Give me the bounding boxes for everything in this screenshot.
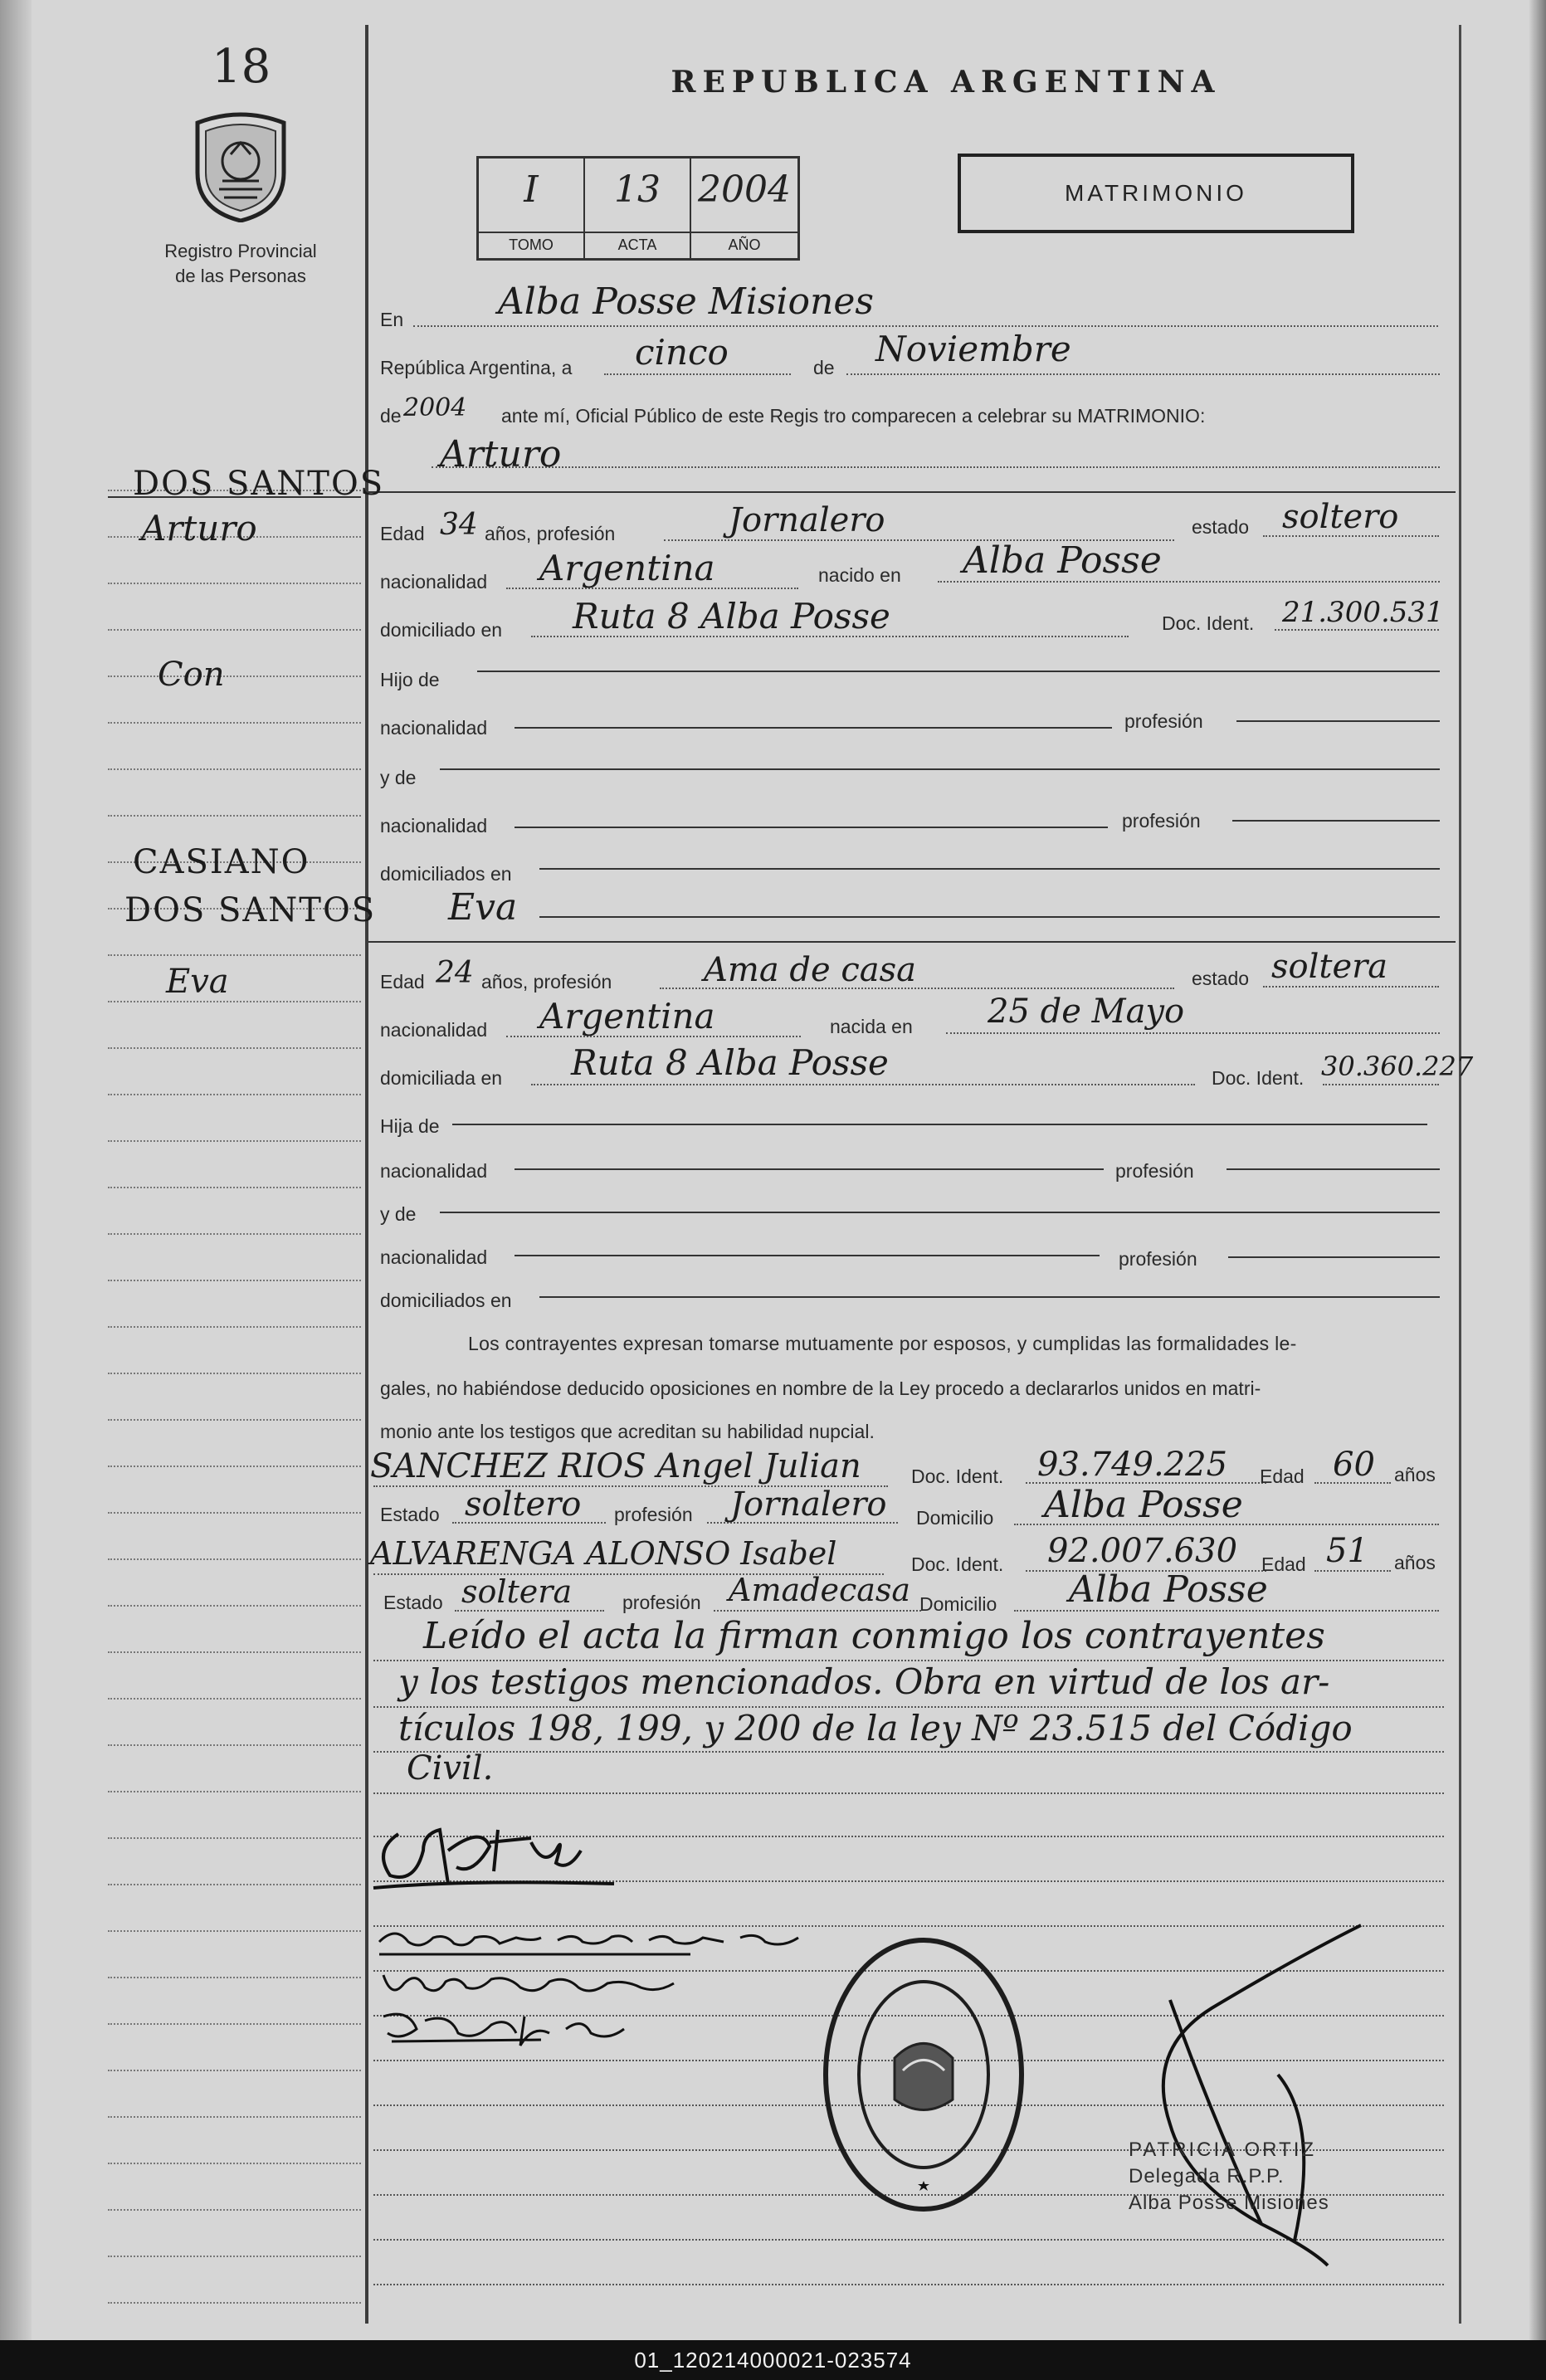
- bride-edad: 24: [436, 956, 474, 990]
- registry-name: [141, 239, 340, 289]
- acta-label: ACTA: [585, 232, 690, 254]
- acta-value: 13: [614, 168, 661, 211]
- official-block: [1129, 2137, 1329, 2217]
- month-line: [846, 373, 1440, 375]
- witness1-doc: 93.749.225: [1037, 1446, 1228, 1484]
- bride-nacionalidad: Argentina: [539, 996, 715, 1036]
- margin-ruled-line: [108, 1558, 361, 1560]
- ano-cell: [691, 159, 797, 258]
- margin-ruled-line: [108, 2070, 361, 2071]
- contrayente-signature-1: [365, 1801, 631, 1900]
- witness1-profesion: Jornalero: [730, 1485, 887, 1524]
- de-label: de: [813, 357, 835, 378]
- witness2-profesion-line: [714, 1610, 921, 1612]
- groom-nacionalidad-label: nacionalidad: [380, 571, 488, 593]
- scan-footer: 01_120214000021-023574: [0, 2340, 1546, 2380]
- witness1-estado: soltero: [465, 1485, 582, 1524]
- witness2-edad-line: [1314, 1570, 1391, 1572]
- record-reference-box: [476, 156, 800, 261]
- registry-line-2: de las Personas: [175, 266, 306, 286]
- witness1-signature: [375, 2000, 657, 2058]
- margin-ruled-line: [108, 1884, 361, 1885]
- republica-label: República Argentina, a: [380, 357, 573, 378]
- year-value: 2004: [403, 393, 467, 422]
- groom-nac1-label: nacionalidad: [380, 717, 488, 739]
- margin-ruled-line: [108, 1791, 361, 1792]
- margin-bride-name: Eva: [166, 963, 229, 1001]
- margin-ruled-line: [108, 1187, 361, 1188]
- place-line: [413, 325, 1438, 327]
- day-value: cinco: [635, 332, 729, 373]
- margin-connector: Con: [158, 656, 225, 694]
- month-value: Noviembre: [875, 329, 1071, 369]
- witness2-estado-line: [455, 1610, 604, 1612]
- bride-profesion-label: años, profesión: [481, 971, 612, 992]
- page-edge: [1529, 0, 1546, 2340]
- bride-hija-line: [452, 1124, 1427, 1125]
- bride-domiciliados-label: domiciliados en: [380, 1290, 512, 1311]
- en-label: En: [380, 309, 404, 330]
- margin-ruled-line: [108, 1280, 361, 1281]
- margin-ruled-line: [108, 1744, 361, 1746]
- declaration-line-1: Los contrayentes expresan tomarse mutuamente por esposos, y cumplidas las formalidades le-: [468, 1333, 1297, 1354]
- right-rule: [1459, 25, 1461, 2324]
- country-title: REPUBLICA ARGENTINA: [671, 65, 1222, 100]
- record-type-box: MATRIMONIO: [958, 154, 1354, 233]
- margin-ruled-line: [108, 815, 361, 817]
- bride-nacida: 25 de Mayo: [988, 992, 1185, 1031]
- groom-nacido-label: nacido en: [818, 564, 901, 586]
- margin-ruled-line: [108, 1977, 361, 1978]
- book-binding: [0, 0, 32, 2340]
- bride-doc-line: [1323, 1084, 1439, 1085]
- groom-hijo-line: [477, 671, 1440, 672]
- closing-line-4: Civil.: [407, 1749, 494, 1787]
- groom-name: Arturo: [440, 433, 562, 476]
- margin-ruled-line: [108, 1326, 361, 1328]
- witness1-anos-label: años: [1394, 1464, 1436, 1485]
- closing-rule-4: [373, 1792, 1444, 1794]
- margin-groom-underline: [108, 496, 361, 498]
- groom-doc-line: [1275, 629, 1439, 631]
- groom-yde-line: [440, 768, 1440, 770]
- declaration-line-3: monio ante los testigos que acreditan su habilidad nupcial.: [380, 1421, 875, 1442]
- official-name: PATRICIA ORTIZ: [1129, 2139, 1317, 2161]
- groom-nac1-line: [515, 727, 1112, 729]
- bride-doc: 30.360.227: [1321, 1051, 1474, 1082]
- closing-rule-3: [373, 1751, 1444, 1753]
- witness1-domicilio-label: Domicilio: [916, 1507, 994, 1529]
- groom-profesion: Jornalero: [729, 501, 885, 539]
- bride-nac2-line: [515, 1255, 1100, 1256]
- groom-domiciliados-line: [539, 868, 1440, 870]
- margin-ruled-line: [108, 1930, 361, 1932]
- margin-ruled-line: [108, 1094, 361, 1095]
- margin-groom-surname: DOS SANTOS: [133, 465, 385, 503]
- margin-ruled-line: [108, 1512, 361, 1514]
- bride-estado: soltera: [1271, 948, 1388, 986]
- witness2-edad-label: Edad: [1261, 1553, 1306, 1575]
- groom-hijo-label: Hijo de: [380, 669, 440, 690]
- groom-edad: 34: [440, 508, 478, 542]
- bride-domiciliados-line: [539, 1296, 1440, 1298]
- margin-ruled-line: [108, 2163, 361, 2164]
- bride-domicilio-label: domiciliada en: [380, 1067, 503, 1089]
- province-emblem-icon: [189, 106, 292, 222]
- bride-name-line: [539, 916, 1440, 918]
- margin-ruled-line: [108, 1047, 361, 1049]
- witness2-estado: soltera: [461, 1573, 573, 1610]
- margin-ruled-line: [108, 2023, 361, 2025]
- groom-nacido: Alba Posse: [963, 539, 1162, 582]
- witness1-domicilio: Alba Posse: [1044, 1484, 1243, 1526]
- registry-office-stamp-icon: [820, 1934, 1027, 2216]
- margin-ruled-line: [108, 954, 361, 956]
- groom-domicilio-label: domiciliado en: [380, 619, 503, 641]
- witness2-profesion: Amadecasa: [729, 1572, 911, 1608]
- ano-label: AÑO: [691, 232, 797, 254]
- witness2-edad: 51: [1326, 1532, 1368, 1570]
- place-value: Alba Posse Misiones: [498, 280, 874, 323]
- tomo-value: I: [524, 168, 539, 211]
- bride-domicilio: Ruta 8 Alba Posse: [571, 1042, 889, 1083]
- margin-ruled-line: [108, 1466, 361, 1467]
- bride-prof1-label: profesión: [1115, 1160, 1194, 1182]
- groom-prof2-line: [1232, 820, 1440, 822]
- margin-ruled-line: [108, 1698, 361, 1700]
- witness1-name: SANCHEZ RIOS Angel Julian: [370, 1447, 861, 1485]
- page-number: 18: [212, 40, 271, 94]
- groom-doc-label: Doc. Ident.: [1162, 612, 1255, 634]
- bride-estado-label: estado: [1192, 968, 1250, 989]
- witness1-estado-label: Estado: [380, 1504, 440, 1525]
- groom-doc: 21.300.531: [1282, 596, 1444, 629]
- bride-doc-label: Doc. Ident.: [1212, 1067, 1305, 1089]
- witness1-edad-label: Edad: [1260, 1466, 1305, 1487]
- groom-prof1-label: profesión: [1124, 710, 1203, 732]
- margin-ruled-line: [108, 722, 361, 724]
- groom-edad-label: Edad: [380, 523, 425, 544]
- acta-cell: [585, 159, 691, 258]
- margin-ruled-line: [108, 1140, 361, 1142]
- groom-domicilio: Ruta 8 Alba Posse: [573, 596, 890, 636]
- witness2-estado-label: Estado: [383, 1592, 443, 1613]
- ano-value: 2004: [698, 168, 791, 211]
- official-location: Alba Posse Misiones: [1129, 2192, 1329, 2214]
- witness2-domicilio: Alba Posse: [1069, 1568, 1268, 1611]
- witness1-profesion-label: profesión: [614, 1504, 693, 1525]
- registry-line-1: Registro Provincial: [164, 241, 317, 261]
- groom-yde-label: y de: [380, 767, 417, 788]
- official-title: Delegada R.P.P.: [1129, 2165, 1285, 2187]
- bride-prof1-line: [1227, 1168, 1440, 1170]
- groom-prof2-label: profesión: [1122, 810, 1201, 832]
- witness1-edad: 60: [1333, 1446, 1375, 1484]
- witness2-name: ALVARENGA ALONSO Isabel: [370, 1535, 837, 1572]
- margin-ruled-line: [108, 2302, 361, 2304]
- groom-name-line: [432, 466, 1440, 468]
- official-signature: [1046, 1909, 1394, 2274]
- bride-nacida-label: nacida en: [830, 1016, 913, 1037]
- tomo-label: TOMO: [479, 232, 583, 254]
- bride-profesion: Ama de casa: [704, 951, 916, 989]
- bride-name: Eva: [448, 886, 518, 929]
- bride-nacionalidad-label: nacionalidad: [380, 1019, 488, 1041]
- closing-line-3: tículos 198, 199, y 200 de la ley Nº 23.515 del Código: [398, 1708, 1353, 1748]
- groom-domiciliados-label: domiciliados en: [380, 863, 512, 885]
- groom-prof1-line: [1236, 720, 1440, 722]
- declaration-line-2: gales, no habiéndose deducido oposiciones en nombre de la Ley procedo a declararlos unidos en matri-: [380, 1378, 1261, 1399]
- bride-edad-label: Edad: [380, 971, 425, 992]
- groom-nac2-label: nacionalidad: [380, 815, 488, 836]
- bride-prof2-line: [1228, 1256, 1440, 1258]
- margin-ruled-line: [108, 583, 361, 584]
- bride-yde-line: [440, 1212, 1440, 1213]
- witness1-doc-label: Doc. Ident.: [911, 1466, 1004, 1487]
- margin-groom-name: Arturo: [141, 508, 257, 549]
- groom-estado-label: estado: [1192, 516, 1250, 538]
- margin-ruled-line: [108, 1373, 361, 1374]
- margin-ruled-line: [108, 1605, 361, 1607]
- bride-separator: [368, 941, 1456, 943]
- witness2-domicilio-label: Domicilio: [919, 1593, 997, 1615]
- groom-nac2-line: [515, 827, 1108, 828]
- margin-ruled-line: [108, 1233, 361, 1235]
- bride-estado-line: [1263, 986, 1439, 988]
- margin-ruled-line: [108, 2256, 361, 2257]
- margin-ruled-line: [108, 629, 361, 631]
- bride-yde-label: y de: [380, 1203, 417, 1225]
- witness2-doc: 92.007.630: [1047, 1532, 1238, 1570]
- margin-ruled-line: [108, 2209, 361, 2211]
- groom-estado: soltero: [1282, 498, 1399, 536]
- witness2-anos-label: años: [1394, 1552, 1436, 1573]
- bride-nac2-label: nacionalidad: [380, 1246, 488, 1268]
- groom-separator: [368, 491, 1456, 493]
- closing-line-1: Leído el acta la firman conmigo los contrayentes: [423, 1615, 1325, 1657]
- de-year-label: de: [380, 405, 402, 427]
- closing-line-2: y los testigos mencionados. Obra en virtud de los ar-: [398, 1661, 1330, 1702]
- bride-nacida-line: [946, 1032, 1440, 1034]
- intro-statement: ante mí, Oficial Público de este Regis tro comparecen a celebrar su MATRIMONIO:: [501, 405, 1206, 427]
- bride-nac1-line: [515, 1168, 1104, 1170]
- margin-ruled-line: [108, 1001, 361, 1002]
- margin-ruled-line: [108, 1651, 361, 1653]
- margin-ruled-line: [108, 1419, 361, 1421]
- margin-bride-surname-2: DOS SANTOS: [124, 891, 377, 929]
- bride-nac1-label: nacionalidad: [380, 1160, 488, 1182]
- margin-rule: [365, 25, 368, 2324]
- margin-ruled-line: [108, 675, 361, 677]
- witness2-doc-label: Doc. Ident.: [911, 1553, 1004, 1575]
- groom-nacionalidad: Argentina: [539, 548, 715, 588]
- tomo-cell: [479, 159, 585, 258]
- groom-profesion-label: años, profesión: [485, 523, 616, 544]
- margin-ruled-line: [108, 2116, 361, 2118]
- margin-bride-surname-1: CASIANO: [133, 843, 310, 881]
- bride-prof2-label: profesión: [1119, 1248, 1197, 1270]
- signature-ruled-line: [373, 2284, 1444, 2285]
- bride-domicilio-line: [531, 1084, 1195, 1085]
- witness2-profesion-label: profesión: [622, 1592, 701, 1613]
- bride-hija-label: Hija de: [380, 1115, 440, 1137]
- margin-ruled-line: [108, 1837, 361, 1839]
- day-line: [604, 373, 791, 375]
- margin-ruled-line: [108, 768, 361, 770]
